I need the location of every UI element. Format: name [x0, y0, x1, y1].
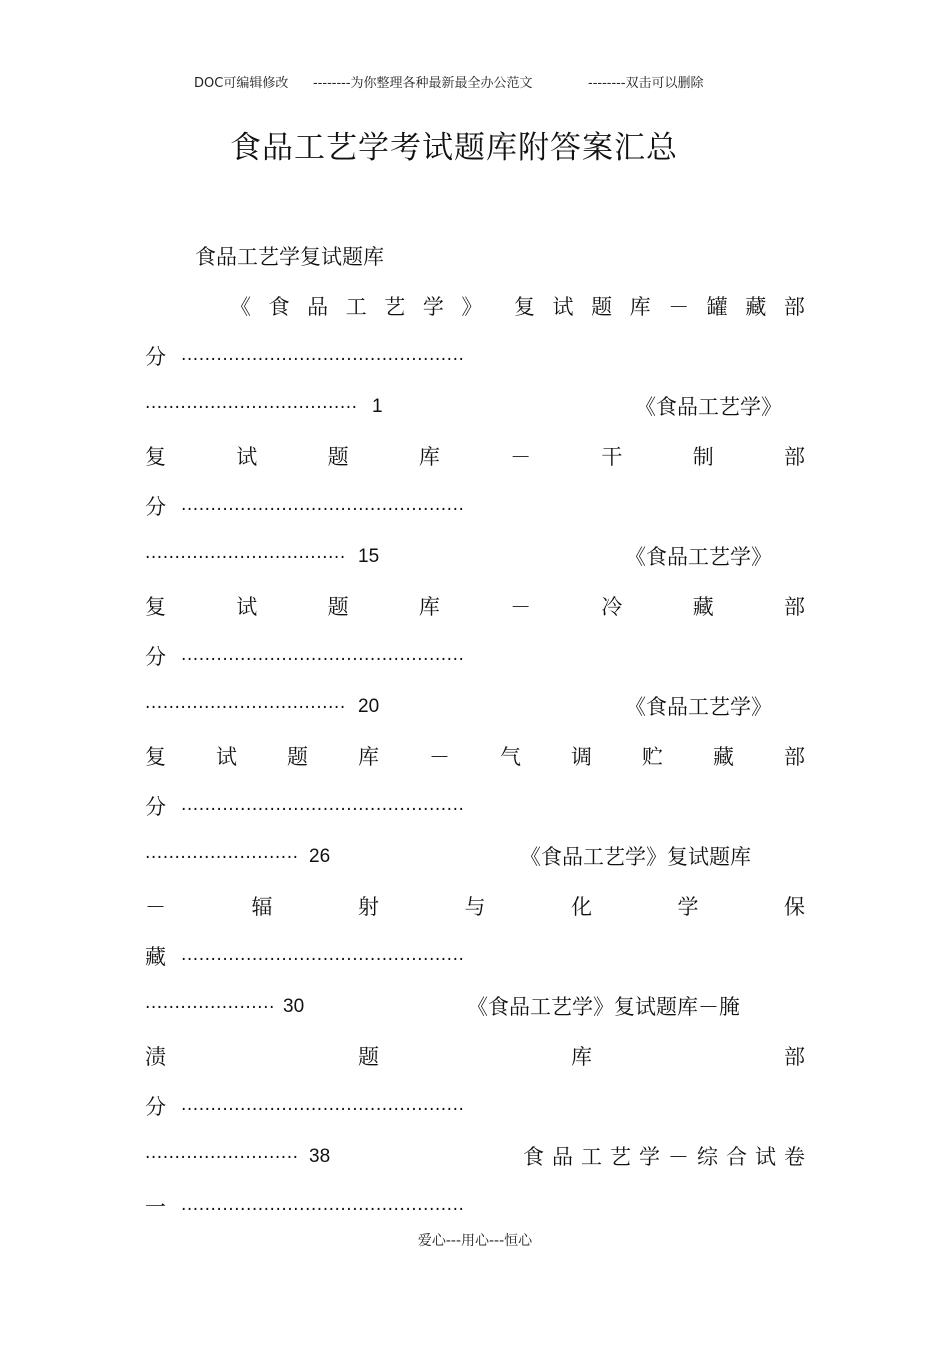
- page-number: 1: [372, 396, 383, 417]
- toc-entry-6-page: .......................... 38 食品工艺学－综合试卷: [145, 1142, 805, 1172]
- toc-row-3: 复 试 题 库 － 冷 藏 部: [145, 595, 805, 619]
- page-footer: 爱心---用心---恒心: [417, 1233, 533, 1249]
- toc-entry-3-lead: 分 ................................................: [145, 645, 465, 669]
- toc-row-4: 复 试 题 库 － 气 调 贮 藏 部: [145, 745, 805, 769]
- toc-entry-1-lead: 分 ................................................: [145, 345, 465, 369]
- page-number: 30: [283, 996, 305, 1017]
- page-header: [0, 72, 950, 92]
- section-subtitle: 食品工艺学复试题库: [195, 245, 384, 269]
- header-left: DOC可编辑修改: [194, 76, 289, 91]
- toc-entry-3-page: .................................. 20 《食品工艺学》: [145, 692, 805, 722]
- header-middle: --------为你整理各种最新最全办公范文: [313, 76, 533, 91]
- toc-entry-2-page: .................................. 15 《食品工艺学》: [145, 542, 805, 572]
- toc-entry-7-lead: 一 ................................................: [145, 1195, 465, 1219]
- toc-entry-1-page: .................................... 1 《食品工艺学》: [145, 392, 805, 422]
- toc-row-5: － 辐 射 与 化 学 保: [145, 895, 805, 919]
- toc-entry-5-page: ...................... 30 《食品工艺学》复试题库－腌: [145, 992, 805, 1022]
- page-number: 38: [309, 1146, 331, 1167]
- toc-row-6: 渍 题 库 部: [145, 1045, 805, 1069]
- toc-entry-6-lead: 分 ................................................: [145, 1095, 465, 1119]
- toc-row-1: 《 食 品 工 艺 学 》 复 试 题 库 － 罐 藏 部: [230, 295, 805, 319]
- page-number: 26: [309, 846, 331, 867]
- page-number: 20: [358, 696, 380, 717]
- toc-row-2: 复 试 题 库 － 干 制 部: [145, 445, 805, 469]
- toc-entry-4-lead: 分 ................................................: [145, 795, 465, 819]
- toc-entry-2-lead: 分 ................................................: [145, 495, 465, 519]
- toc-entry-5-lead: 藏 ................................................: [145, 945, 465, 969]
- document-title: 食品工艺学考试题库附答案汇总: [230, 130, 678, 166]
- header-right: --------双击可以删除: [588, 76, 704, 91]
- toc-entry-4-page: .......................... 26 《食品工艺学》复试题库: [145, 842, 805, 872]
- page-number: 15: [358, 546, 380, 567]
